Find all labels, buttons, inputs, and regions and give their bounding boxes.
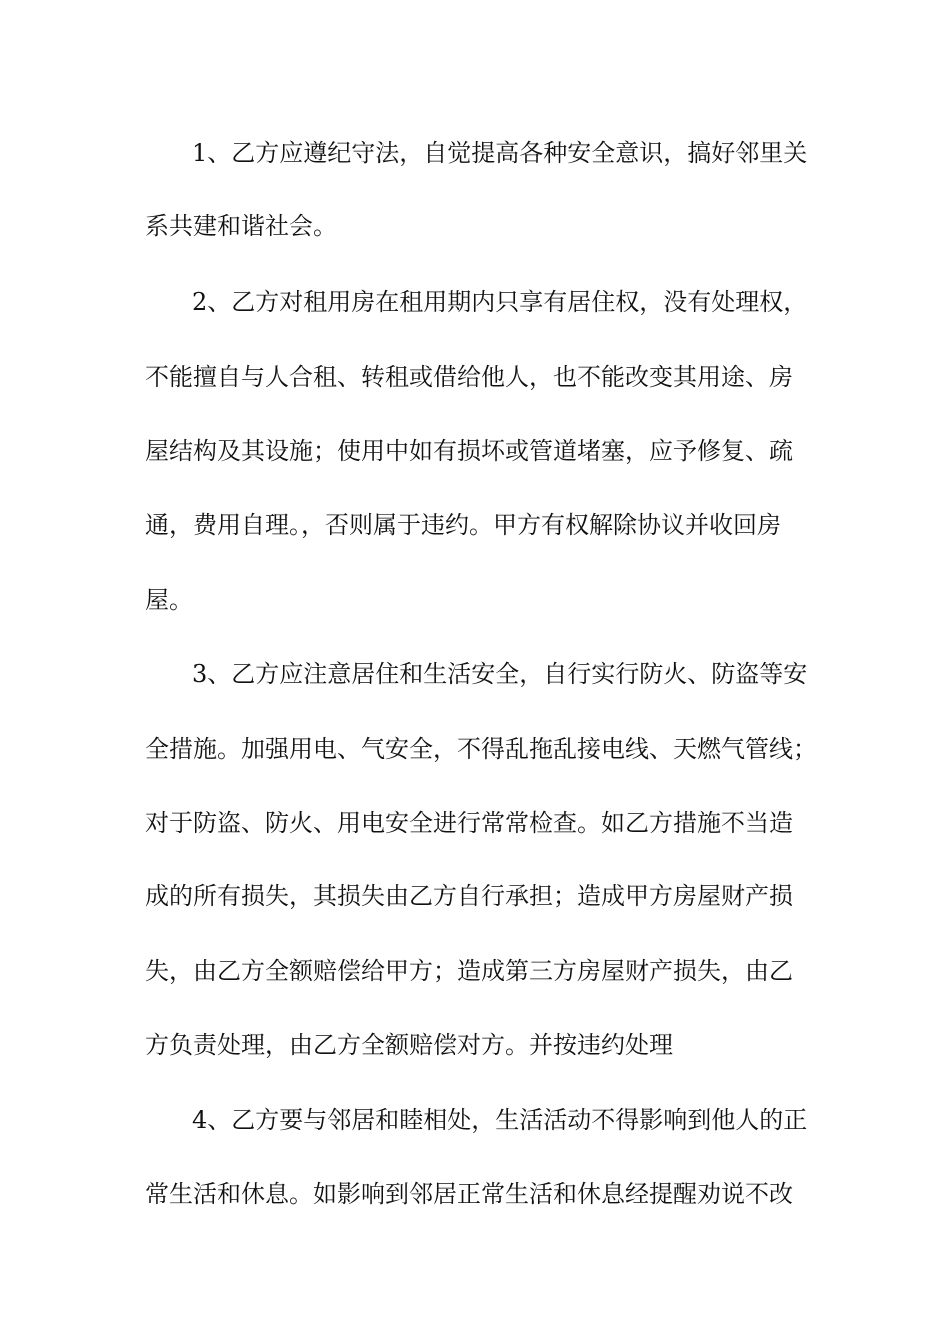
text-line: 1、乙方应遵纪守法，自觉提高各种安全意识，搞好邻里关	[192, 139, 808, 167]
text-line: 失，由乙方全额赔偿给甲方；造成第三方房屋财产损失，由乙	[145, 957, 793, 985]
text-line: 4、乙方要与邻居和睦相处，生活活动不得影响到他人的正	[192, 1106, 808, 1134]
text-line: 常生活和休息。如影响到邻居正常生活和休息经提醒劝说不改	[145, 1180, 793, 1208]
text-line: 屋。	[145, 586, 193, 614]
text-line: 对于防盗、防火、用电安全进行常常检查。如乙方措施不当造	[145, 809, 793, 837]
text-line: 通，费用自理。，否则属于违约。甲方有权解除协议并收回房	[145, 511, 781, 539]
text-line: 2、乙方对租用房在租用期内只享有居住权，没有处理权，	[192, 288, 808, 316]
text-line: 3、乙方应注意居住和生活安全，自行实行防火、防盗等安	[192, 660, 808, 688]
text-line: 屋结构及其设施；使用中如有损坏或管道堵塞，应予修复、疏	[145, 437, 793, 465]
text-line: 不能擅自与人合租、转租或借给他人，也不能改变其用途、房	[145, 363, 793, 391]
text-line: 成的所有损失，其损失由乙方自行承担；造成甲方房屋财产损	[145, 882, 793, 910]
text-line: 方负责处理，由乙方全额赔偿对方。并按违约处理	[145, 1031, 673, 1059]
text-line: 系共建和谐社会。	[145, 212, 337, 240]
text-line: 全措施。加强用电、气安全，不得乱拖乱接电线、天燃气管线；	[145, 735, 817, 763]
